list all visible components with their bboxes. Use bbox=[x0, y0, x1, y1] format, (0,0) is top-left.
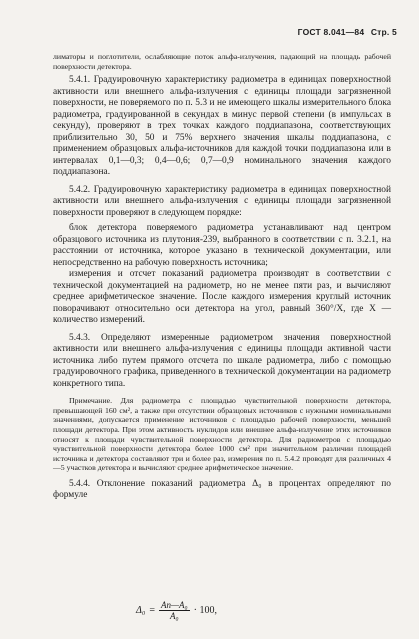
document-body bbox=[53, 52, 391, 502]
paragraph-measurements: измерения и отсчет показаний радиометра производят в соответствии с технической документацией на радиометр, но не менее пяти раз, и вычисляют среднее арифметическое значение. После каждого измерения круглый источник поворачивают относительно оси детектора на угол, равный 360°/X, где X — количество измерений. bbox=[53, 269, 391, 326]
formula-lhs: Δ₀ bbox=[136, 605, 146, 616]
page-header bbox=[298, 27, 397, 37]
note-paragraph: Примечание. Для радиометра с площадью чувствительной поверхности детектора, превышающей 160 см², а также при отсутствии образцовых источников с нужными номинальными значениями, допускается применение источников с площадью рабочей поверхности, меньшей площади детектора. При этом активность нуклидов или внешнее альфа-излучение этих источников относят к площади чувствительной поверхности детектора. Для радиометров с площадью чувствительной поверхности детектора более 1000 см² при значительном различии площадей источника и детектора составляют три и более раз, измерения по п. 5.4.2 проводят для различных 4—5 участков детектора и вычисляют среднее арифметическое значение. bbox=[53, 396, 391, 473]
formula-numerator: Aп—A₀ bbox=[161, 600, 188, 610]
formula-tail: · 100, bbox=[193, 605, 217, 616]
formula-equals: = bbox=[149, 605, 155, 616]
formula-fraction bbox=[159, 600, 190, 621]
paragraph-5-4-4: 5.4.4. Отклонение показаний радиометра Δ₀ в процентах определяют по формуле bbox=[53, 478, 391, 501]
deviation-formula bbox=[136, 600, 217, 621]
page-number: Стр. 5 bbox=[370, 27, 397, 37]
formula-denominator: A₀ bbox=[170, 611, 179, 621]
paragraph-continuation: лиматоры и поглотители, ослабляющие поток альфа-излучения, падающий на площадь рабочей поверхности детектора. bbox=[53, 52, 391, 71]
paragraph-5-4-3: 5.4.3. Определяют измеренные радиометром значения поверхностной активности или внешнего альфа-излучения с единицы площади активной части источника либо путем прямого отсчета по шкале радиометра, либо с помощью градуировочного графика, приведенного в технической документации на радиометр конкретного типа. bbox=[53, 332, 391, 389]
paragraph-5-4-1: 5.4.1. Градуировочную характеристику радиометра в единицах поверхностной активности или внешнего альфа-излучения с единицы площади загрязненной поверхности, не поверяемого по п. 5.3 и не имеющего шкалы измерительного блока радиометра, градуированной в секундах в минус первой степени (в импульсах в секунду), проверяют в трех точках каждого поддиапазона, соответствующих приблизительно 30, 50 и 75% верхнего значения шкалы поддиапазона, с применением образцовых альфа-источников для каждой точки поддиапазона или в интервалах 0,1—0,3; 0,4—0,6; 0,7—0,9 номинального значения каждого поддиапазона. bbox=[53, 75, 391, 178]
standard-number: ГОСТ 8.041—84 bbox=[297, 27, 365, 37]
paragraph-5-4-2: 5.4.2. Градуировочную характеристику радиометра в единицах поверхностной активности или внешнего альфа-излучения с единицы площади загрязненной поверхности проверяют в следующем порядке: bbox=[53, 184, 391, 218]
paragraph-detector-placement: блок детектора поверяемого радиометра устанавливают над центром образцового источника из плутония-239, выбранного в соответствии с п. 3.2.1, на расстоянии от источника, которое указано в технической документации, или непосредственно на рабочую поверхность источника; bbox=[53, 223, 391, 268]
